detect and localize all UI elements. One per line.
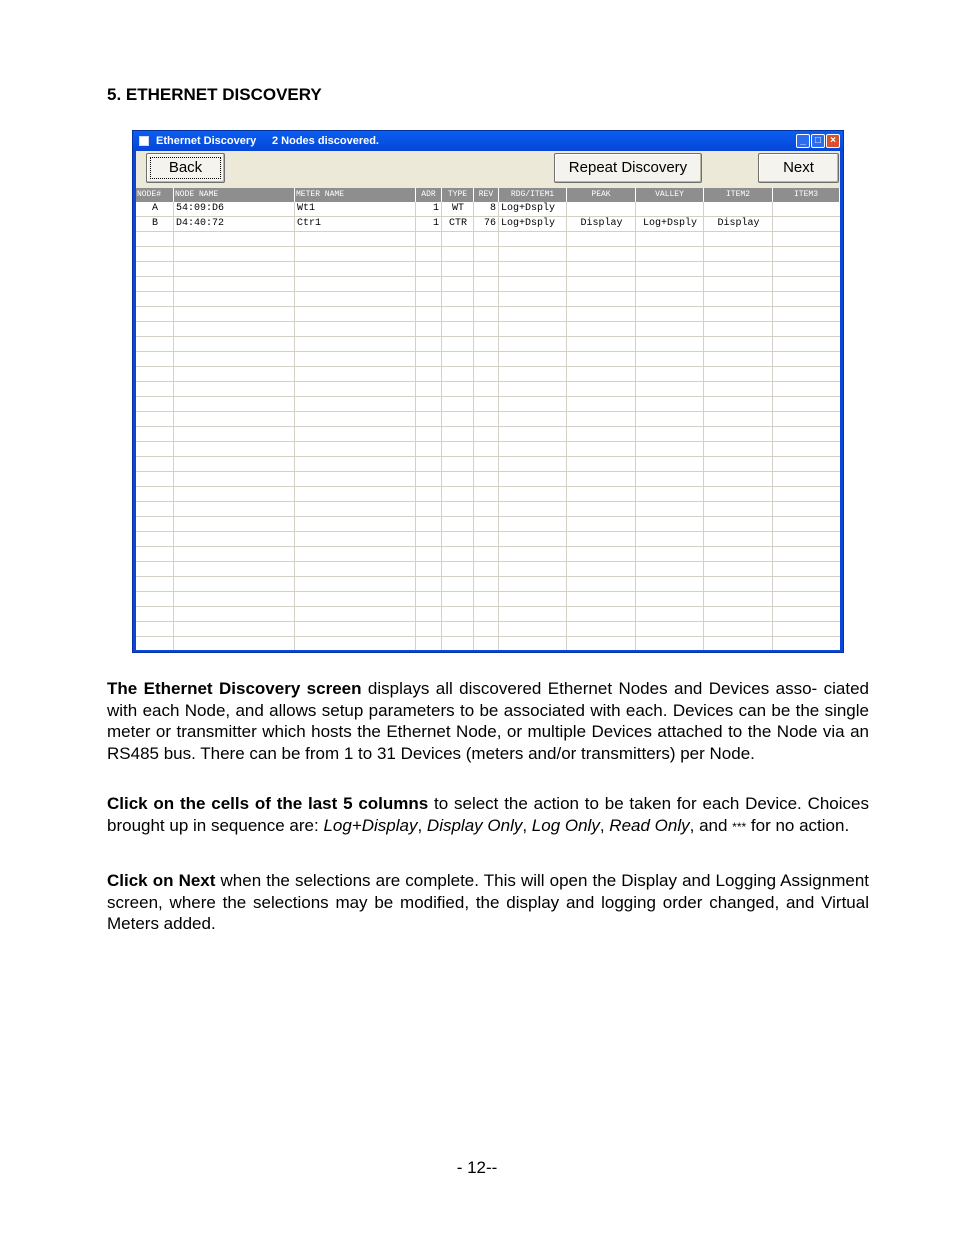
- table-row[interactable]: [136, 202, 840, 217]
- back-button-label: Back: [168, 159, 203, 176]
- back-button[interactable]: [146, 153, 225, 183]
- page-number: - 12--: [456, 1158, 498, 1177]
- table-cell[interactable]: [636, 202, 704, 217]
- maximize-icon[interactable]: □: [811, 134, 825, 148]
- column-header[interactable]: NODE NAME: [174, 188, 295, 202]
- column-divider: [173, 202, 174, 650]
- table-cell: 1: [432, 203, 439, 214]
- column-divider: [566, 202, 567, 650]
- table-cell: Ctr1: [297, 218, 322, 229]
- table-cell[interactable]: Log+Dsply: [501, 218, 556, 229]
- table-cell: D4:40:72: [176, 218, 225, 229]
- window-title: Ethernet Discovery: [156, 135, 257, 147]
- column-header[interactable]: METER NAME: [295, 188, 416, 202]
- table-row[interactable]: [136, 217, 840, 232]
- close-icon[interactable]: ×: [826, 134, 840, 148]
- p2-sep1: ,: [417, 815, 427, 835]
- table-cell: 1: [432, 218, 439, 229]
- next-button[interactable]: Next: [758, 153, 839, 183]
- p2-text-b: , and: [689, 815, 733, 835]
- table-cell[interactable]: [773, 202, 840, 217]
- option-log-display: Log+Display: [323, 815, 418, 835]
- column-divider: [441, 202, 442, 650]
- table-cell[interactable]: Log+Dsply: [501, 203, 556, 214]
- column-divider: [635, 202, 636, 650]
- p1-text: displays all discovered Ethernet Nodes and Devices asso- ciated with each Node, and allows setup parameters to be associated with each. Devices can be the single meter or transmitter which hosts the Ethernet Node, or multiple Devices attached to the Node via an RS485 bus. There can be from 1 to 31 Devices (meters and/or transmitters) per Node.: [107, 679, 869, 763]
- option-display-only: Display Only: [426, 815, 523, 835]
- table-cell[interactable]: Display: [717, 218, 760, 229]
- focus-rectangle: [150, 157, 221, 179]
- window-client-area: [136, 151, 840, 650]
- column-header[interactable]: RDG/ITEM1: [499, 188, 567, 202]
- p2-text-c: for no action.: [746, 815, 850, 835]
- table-cell: 54:09:D6: [176, 203, 225, 214]
- table-cell: B: [151, 218, 158, 229]
- table-cell: 76: [483, 218, 496, 229]
- column-divider: [703, 202, 704, 650]
- option-read-only: Read Only: [609, 815, 690, 835]
- table-cell[interactable]: [773, 217, 840, 232]
- section-heading: 5. ETHERNET DISCOVERY: [107, 85, 322, 104]
- paragraph-click-cells: [107, 793, 869, 838]
- p2-text-a: to select the action to be taken for each Device. Choices brought up in sequence are:: [107, 794, 869, 835]
- column-divider: [473, 202, 474, 650]
- table-cell: CTR: [448, 218, 467, 229]
- column-header[interactable]: PEAK: [567, 188, 636, 202]
- column-header[interactable]: ITEM2: [704, 188, 773, 202]
- p2-sep3: ,: [599, 815, 610, 835]
- p2-sep2: ,: [522, 815, 532, 835]
- minimize-icon[interactable]: _: [796, 134, 810, 148]
- p1-bold: The Ethernet Discovery screen: [107, 679, 362, 698]
- column-divider: [498, 202, 499, 650]
- p3-bold: Click on Next: [107, 871, 216, 890]
- table-cell: Wt1: [297, 203, 316, 214]
- column-divider: [772, 202, 773, 650]
- ethernet-discovery-window: [132, 130, 844, 653]
- table-cell[interactable]: Log+Dsply: [642, 218, 697, 229]
- app-icon: [139, 136, 149, 146]
- table-cell: A: [151, 203, 158, 214]
- table-cell[interactable]: [567, 202, 636, 217]
- p2-bold: Click on the cells of the last 5 columns: [107, 794, 429, 813]
- column-header[interactable]: ITEM3: [773, 188, 840, 202]
- table-cell: WT: [451, 203, 464, 214]
- column-divider: [415, 202, 416, 650]
- p3-text: when the selections are complete. This will open the Display and Logging Assignment screen, where the selections may be modified, the display and logging order changed, and Virtual Meters added.: [107, 871, 869, 933]
- discovery-status: 2 Nodes discovered.: [272, 135, 379, 147]
- grid-body[interactable]: [136, 202, 840, 650]
- option-log-only: Log Only: [531, 815, 600, 835]
- repeat-discovery-button[interactable]: Repeat Discovery: [554, 153, 702, 183]
- paragraph-ethernet-discovery: [107, 678, 869, 764]
- column-header[interactable]: NODE#: [136, 188, 174, 202]
- paragraph-click-next: [107, 870, 869, 935]
- table-cell[interactable]: Display: [580, 218, 623, 229]
- table-cell[interactable]: [704, 202, 773, 217]
- table-cell: 8: [489, 203, 496, 214]
- column-header[interactable]: REV: [474, 188, 499, 202]
- column-header[interactable]: VALLEY: [636, 188, 704, 202]
- column-header[interactable]: ADR: [416, 188, 442, 202]
- discovery-grid[interactable]: [136, 188, 840, 650]
- grid-header: [136, 188, 840, 202]
- title-bar: [133, 131, 843, 151]
- option-no-action: ***: [732, 819, 747, 834]
- column-header[interactable]: TYPE: [442, 188, 474, 202]
- column-divider: [294, 202, 295, 650]
